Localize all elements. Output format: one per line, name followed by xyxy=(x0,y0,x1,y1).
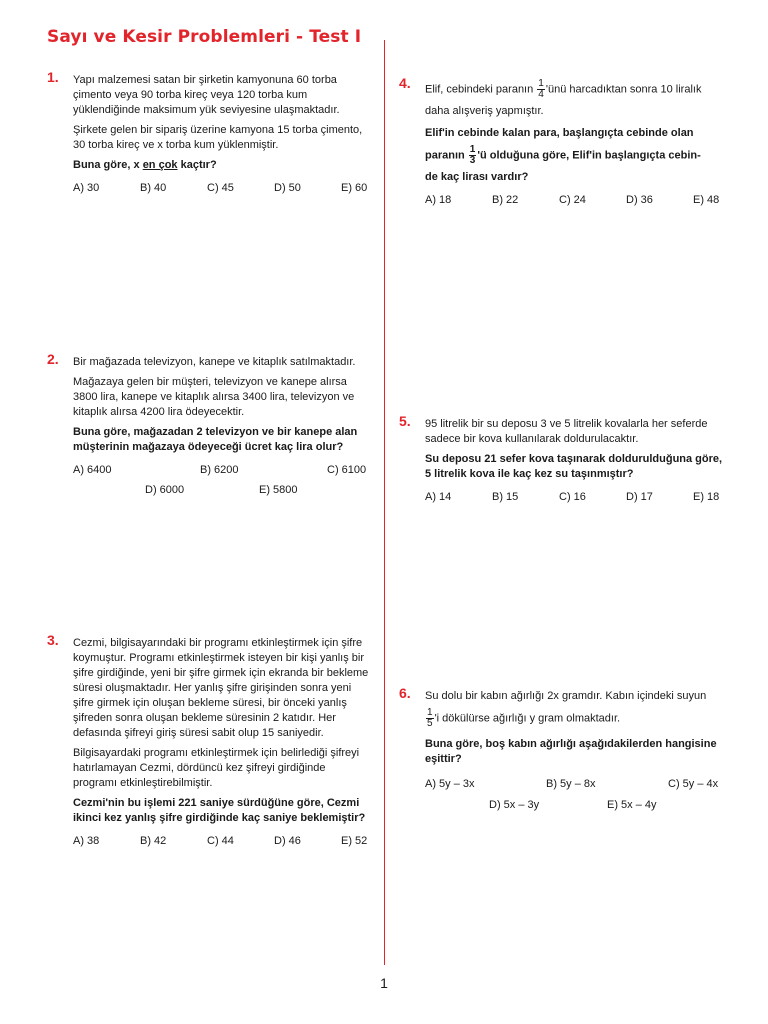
option-b[interactable]: B) 22 xyxy=(492,194,519,206)
question-prompt: paranın $\frac{1}{3}$ 'ü olduğuna göre, Elif'in başlangıçta cebin- xyxy=(425,144,701,166)
option-b[interactable]: B) 15 xyxy=(492,491,519,503)
fraction: $\frac{1}{3}$ xyxy=(469,144,476,166)
question-number: 6. xyxy=(399,685,411,701)
option-c[interactable]: C) 24 xyxy=(559,194,586,206)
option-e[interactable]: E) 5x – 4y xyxy=(607,799,657,811)
option-b[interactable]: B) 40 xyxy=(140,182,167,194)
option-a[interactable]: A) 6400 xyxy=(73,464,112,476)
option-c[interactable]: C) 5y – 4x xyxy=(668,778,719,790)
question-prompt: Cezmi'nin bu işlemi 221 saniye sürdüğüne göre, Cezmi ikinci kez yanlış şifre girdiğinde kaç saniye beklemiştir? xyxy=(73,797,366,824)
question-5 xyxy=(399,413,723,506)
option-c[interactable]: C) 45 xyxy=(207,182,234,194)
question-prompt: Buna göre, x en çok kaçtır? xyxy=(73,159,217,171)
question-number: 2. xyxy=(47,351,59,367)
question-number: 4. xyxy=(399,75,411,91)
option-b[interactable]: B) 42 xyxy=(140,835,167,847)
question-text: Mağazaya gelen bir müşteri, televizyon ve kanepe alırsa 3800 lira, kanepe ve kitaplık alırsa 3400 lira, televizyon ve kitaplık alırsa 4200 lira ödeyecektir. xyxy=(73,376,355,418)
option-d[interactable]: D) 46 xyxy=(274,835,301,847)
question-text: Elif, cebindeki paranın $\frac{1}{4}$ 'ünü harcadıktan sonra 10 liralık xyxy=(425,78,702,100)
option-d[interactable]: D) 50 xyxy=(274,182,301,194)
question-prompt: Buna göre, mağazadan 2 televizyon ve bir kanepe alan müşterinin mağazaya ödeyeceği ücret kaç lira olur? xyxy=(73,426,358,453)
option-e[interactable]: E) 48 xyxy=(693,194,720,206)
fraction: $\frac{1}{4}$ xyxy=(538,78,544,100)
option-d[interactable]: D) 17 xyxy=(626,491,653,503)
question-text: Su dolu bir kabın ağırlığı 2x gramdır. Kabın içindeki suyun xyxy=(425,690,707,702)
question-prompt: Elif'in cebinde kalan para, başlangıçta cebinde olan xyxy=(425,127,694,139)
question-prompt: de kaç lirası vardır? xyxy=(425,171,529,183)
question-number: 1. xyxy=(47,69,59,85)
option-d[interactable]: D) 36 xyxy=(626,194,653,206)
answer-options xyxy=(73,463,369,503)
question-prompt: Su deposu 21 sefer kova taşınarak doldurulduğuna göre, 5 litrelik kova ile kaç kez su taşınmıştır? xyxy=(425,453,723,480)
question-text: $\frac{1}{5}$ 'i dökülürse ağırlığı y gram olmaktadır. xyxy=(427,707,621,729)
option-d[interactable]: D) 6000 xyxy=(145,484,185,496)
question-text: daha alışveriş yapmıştır. xyxy=(425,105,544,117)
answer-options xyxy=(425,777,723,817)
question-text: Bilgisayardaki programı etkinleştirmek için belirlediği şifreyi hatırlamayan Cezmi, dördüncü kez şifreyi girdiğinde programı etkinleştirebilmiştir. xyxy=(73,747,360,789)
option-e[interactable]: E) 18 xyxy=(693,491,720,503)
option-e[interactable]: E) 5800 xyxy=(259,484,298,496)
option-c[interactable]: C) 16 xyxy=(559,491,586,503)
answer-options xyxy=(73,181,369,197)
page-number: 1 xyxy=(380,975,388,991)
question-6 xyxy=(399,685,723,817)
question-prompt: Buna göre, boş kabın ağırlığı aşağıdakilerden hangisine eşittir? xyxy=(425,738,717,765)
answer-options xyxy=(425,193,723,209)
question-number: 3. xyxy=(47,632,59,648)
question-4 xyxy=(399,75,723,209)
answer-options xyxy=(425,490,723,506)
question-3 xyxy=(47,632,369,850)
option-e[interactable]: E) 52 xyxy=(341,835,368,847)
option-c[interactable]: C) 44 xyxy=(207,835,234,847)
page-title: Sayı ve Kesir Problemleri - Test I xyxy=(47,27,362,47)
column-divider xyxy=(384,40,385,965)
question-text: 95 litrelik bir su deposu 3 ve 5 litrelik kovalarla her seferde sadece bir kova kullanılarak doldurulacaktır. xyxy=(425,418,708,445)
option-a[interactable]: A) 14 xyxy=(425,491,452,503)
question-2 xyxy=(47,351,369,503)
question-text: Yapı malzemesi satan bir şirketin kamyonuna 60 torba çimento veya 90 torba kireç veya 120 torba kum yüklendiğinde maksimum yük seviyesine ulaşmaktadır. xyxy=(73,74,340,116)
question-number: 5. xyxy=(399,413,411,429)
answer-options xyxy=(73,834,369,850)
question-text: Cezmi, bilgisayarındaki bir programı etkinleştirmek için şifre koymuştur. Programı etkinleştirmek isteyen bir kişi yanlış bir şifre girdiğinde, yeni bir şifre girmek için ekranda bir bekleme süresi oluşmaktadır. Her yanlış şifre girişinden sonra yeni şifre girmek için oluşan bekleme süresi, bir önceki yanlış şifreden sonra oluşan bekleme süresinin 2 katıdır. Her defasında şifreyi giriş süresi sabit olup 15 saniyedir. xyxy=(73,637,369,739)
option-c[interactable]: C) 6100 xyxy=(327,464,367,476)
option-e[interactable]: E) 60 xyxy=(341,182,368,194)
question-text: Şirkete gelen bir sipariş üzerine kamyona 15 torba çimento, 30 torba kireç ve x torba kum yüklenmiştir. xyxy=(73,124,363,151)
option-a[interactable]: A) 18 xyxy=(425,194,452,206)
option-a[interactable]: A) 38 xyxy=(73,835,100,847)
option-a[interactable]: A) 30 xyxy=(73,182,100,194)
option-b[interactable]: B) 5y – 8x xyxy=(546,778,596,790)
fraction: $\frac{1}{5}$ xyxy=(427,707,433,729)
option-d[interactable]: D) 5x – 3y xyxy=(489,799,540,811)
question-1 xyxy=(47,69,369,197)
option-b[interactable]: B) 6200 xyxy=(200,464,239,476)
option-a[interactable]: A) 5y – 3x xyxy=(425,778,475,790)
question-text: Bir mağazada televizyon, kanepe ve kitaplık satılmaktadır. xyxy=(73,356,356,368)
